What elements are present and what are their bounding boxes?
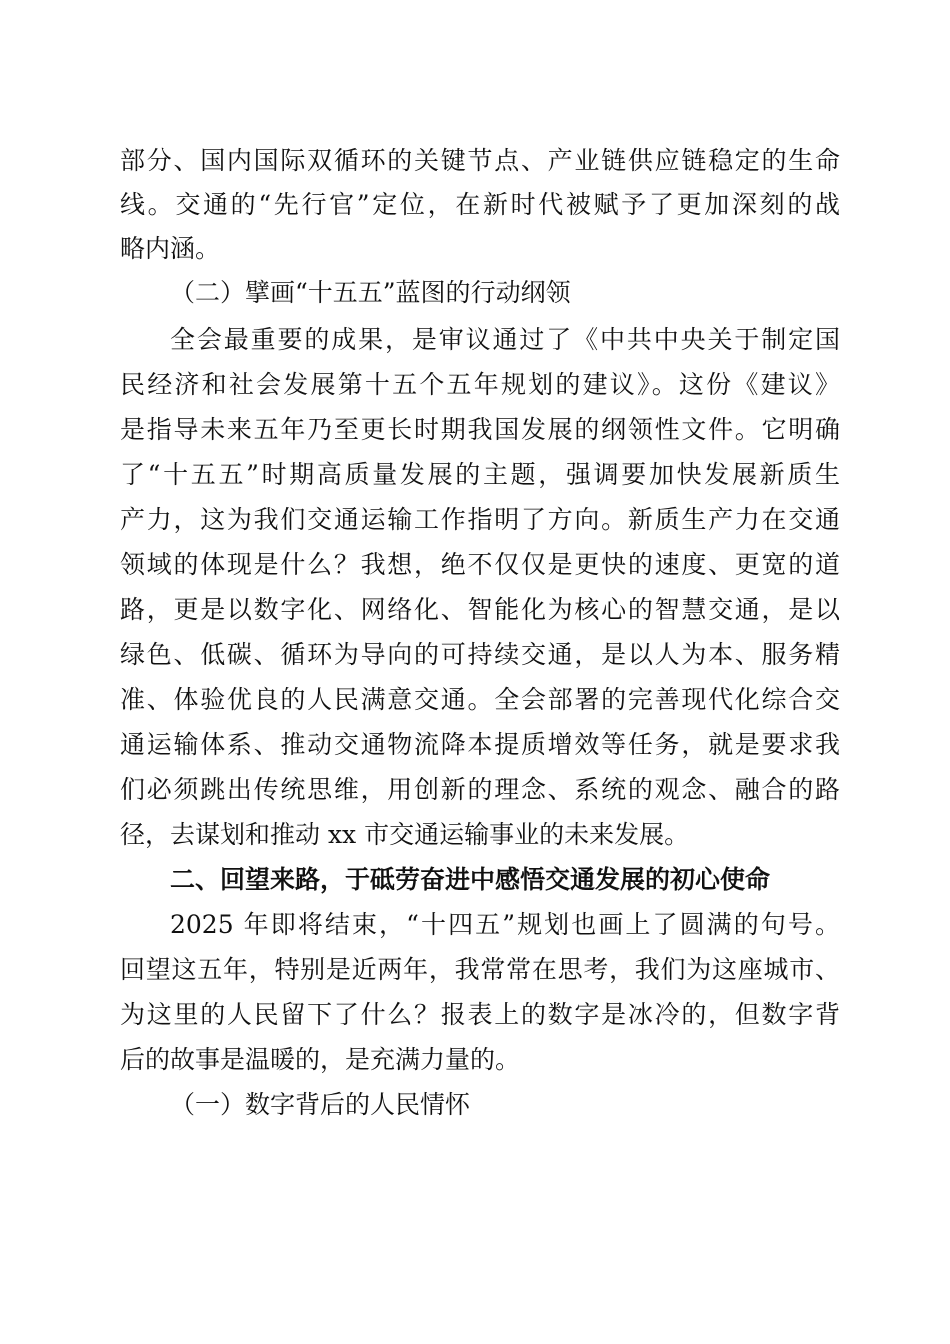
subheading-3: （一）数字背后的人民情怀 xyxy=(170,1090,471,1119)
intro-line-1: 部分、国内国际双循环的关键节点、产业链供应链稳定的生命 xyxy=(120,146,840,175)
paragraph-3-line-4: 后的故事是温暖的，是充满力量的。 xyxy=(120,1045,521,1074)
paragraph-2-line-2: 民经济和社会发展第十五个五年规划的建议》。这份《建议》 xyxy=(120,370,840,399)
paragraph-2-line-4: 了“十五五”时期高质量发展的主题，强调要加快发展新质生 xyxy=(120,460,840,489)
paragraph-2-line-11: 们必须跳出传统思维，用创新的理念、系统的观念、融合的路 xyxy=(120,775,840,804)
paragraph-3-line-3: 为这里的人民留下了什么？报表上的数字是冰冷的，但数字背 xyxy=(120,1000,840,1029)
paragraph-2-line-1: 全会最重要的成果，是审议通过了《中共中央关于制定国 xyxy=(170,325,840,354)
paragraph-2-line-7: 路，更是以数字化、网络化、智能化为核心的智慧交通，是以 xyxy=(120,595,840,624)
paragraph-2-line-6: 领域的体现是什么？我想，绝不仅仅是更快的速度、更宽的道 xyxy=(120,550,840,579)
paragraph-2-line-8: 绿色、低碳、循环为导向的可持续交通，是以人为本、服务精 xyxy=(120,640,840,669)
paragraph-3-line-1: 2025 年即将结束，“十四五”规划也画上了圆满的句号。 xyxy=(170,910,840,939)
paragraph-2-line-9: 准、体验优良的人民满意交通。全会部署的完善现代化综合交 xyxy=(120,685,840,714)
paragraph-3-line-2: 回望这五年，特别是近两年，我常常在思考，我们为这座城市、 xyxy=(120,955,840,984)
intro-line-2: 线。交通的“先行官”定位，在新时代被赋予了更加深刻的战 xyxy=(120,190,840,219)
paragraph-2-line-10: 通运输体系、推动交通物流降本提质增效等任务，就是要求我 xyxy=(120,730,840,759)
paragraph-2-line-3: 是指导未来五年乃至更长时期我国发展的纲领性文件。它明确 xyxy=(120,415,840,444)
subheading-2: （二）擘画“十五五”蓝图的行动纲领 xyxy=(170,278,571,307)
intro-line-3: 略内涵。 xyxy=(120,234,221,263)
paragraph-2-line-12: 径，去谋划和推动 xx 市交通运输事业的未来发展。 xyxy=(120,820,690,849)
paragraph-2-line-5: 产力，这为我们交通运输工作指明了方向。新质生产力在交通 xyxy=(120,505,840,534)
section-heading-2: 二、回望来路，于砥劳奋进中感悟交通发展的初心使命 xyxy=(170,865,771,894)
